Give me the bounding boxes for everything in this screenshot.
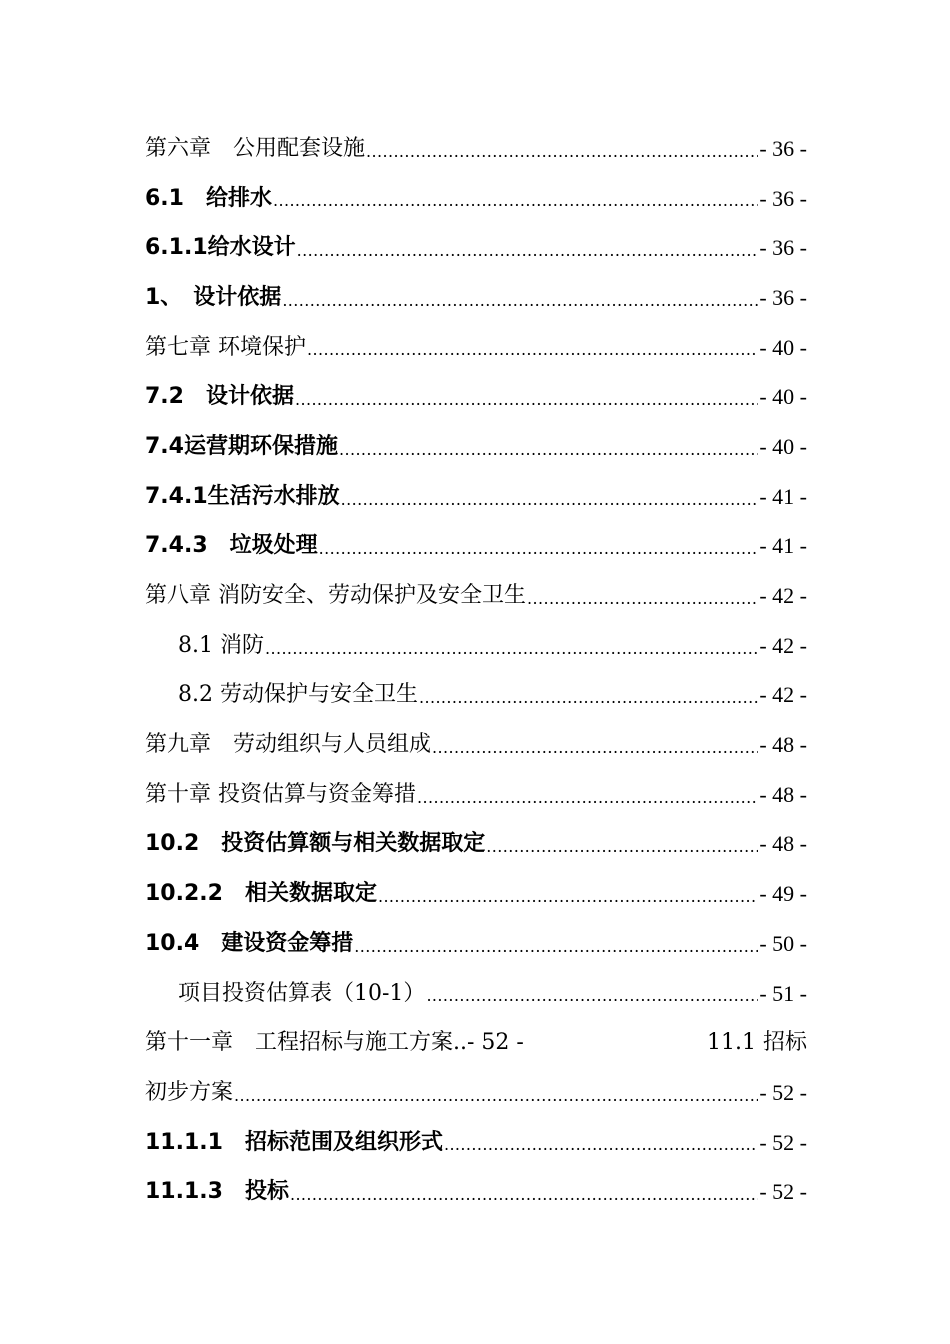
toc-entry-label: 10.4 建设资金筹措 [145, 930, 354, 956]
toc-entry-label: 11.1.1 招标范围及组织形式 [145, 1129, 443, 1155]
toc-entry[interactable] [145, 671, 807, 721]
toc-entry-label: 第十章 投资估算与资金筹措 [145, 781, 416, 807]
dot-leader [432, 740, 758, 770]
toc-entry[interactable] [145, 919, 807, 969]
toc-entry-page: - 48 - [759, 781, 807, 807]
toc-entry[interactable] [145, 1118, 807, 1168]
toc-entry[interactable] [145, 223, 807, 273]
dot-leader [444, 1137, 758, 1167]
toc-entry-page: - 52 - [759, 1079, 807, 1105]
dot-leader [426, 988, 758, 1018]
dot-leader [273, 193, 758, 223]
toc-entry-label: 初步方案 [145, 1079, 234, 1105]
dot-leader [319, 541, 759, 571]
toc-entry[interactable] [145, 522, 807, 572]
dot-leader [378, 889, 758, 919]
toc-entry-page: - 42 - [759, 583, 807, 609]
toc-entry-label: 第十一章 工程招标与施工方案..- 52 - [145, 1030, 524, 1056]
dot-leader [234, 1088, 758, 1118]
toc-entry[interactable] [145, 869, 807, 919]
toc-entry[interactable] [145, 1068, 807, 1118]
toc-entry-label: 第九章 劳动组织与人员组成 [145, 732, 432, 758]
toc-entry-label: 11.1.3 投标 [145, 1179, 289, 1205]
dot-leader [341, 492, 759, 522]
dot-leader [290, 1187, 758, 1217]
toc-entry[interactable] [145, 770, 807, 820]
toc-entry[interactable] [145, 720, 807, 770]
dot-leader [307, 342, 758, 372]
toc-entry-page: - 40 - [759, 384, 807, 410]
dot-leader [419, 690, 758, 720]
dot-leader [265, 641, 758, 671]
toc-entry-page: - 41 - [759, 533, 807, 559]
table-of-contents [145, 124, 807, 1217]
dot-leader [486, 839, 758, 869]
toc-entry[interactable] [145, 969, 807, 1019]
toc-entry-page: - 36 - [759, 185, 807, 211]
toc-entry-label: 8.1 消防 [178, 632, 264, 658]
toc-entry-label: 1、 设计依据 [145, 284, 282, 310]
toc-entry-continuation: 11.1 招标 [707, 1030, 807, 1056]
toc-entry-page: - 36 - [759, 284, 807, 310]
toc-entry[interactable] [145, 372, 807, 422]
dot-leader [295, 392, 758, 422]
toc-entry-label: 7.4运营期环保措施 [145, 433, 338, 459]
toc-entry[interactable] [145, 124, 807, 174]
toc-entry-page: - 50 - [759, 930, 807, 956]
toc-entry-page: - 49 - [759, 881, 807, 907]
toc-entry[interactable] [145, 571, 807, 621]
toc-entry-label: 6.1 给排水 [145, 185, 272, 211]
toc-entry-label: 8.2 劳动保护与安全卫生 [178, 682, 418, 708]
toc-entry[interactable] [145, 174, 807, 224]
toc-entry-page: - 48 - [759, 732, 807, 758]
toc-entry-label: 项目投资估算表（10-1） [178, 980, 426, 1006]
toc-entry-page: - 48 - [759, 831, 807, 857]
toc-entry-page: - 52 - [759, 1179, 807, 1205]
toc-entry-page: - 42 - [759, 682, 807, 708]
toc-entry[interactable] [145, 1167, 807, 1217]
toc-entry[interactable] [145, 621, 807, 671]
dot-leader [354, 939, 758, 969]
toc-entry-label: 10.2.2 相关数据取定 [145, 881, 377, 907]
toc-entry[interactable] [145, 820, 807, 870]
toc-entry[interactable] [145, 273, 807, 323]
toc-entry-label: 6.1.1给水设计 [145, 235, 296, 261]
dot-leader [366, 144, 758, 174]
toc-entry-page: - 52 - [759, 1129, 807, 1155]
toc-entry-page: - 40 - [759, 334, 807, 360]
toc-entry-label: 7.4.3 垃圾处理 [145, 533, 318, 559]
toc-entry[interactable] [145, 472, 807, 522]
toc-entry[interactable] [145, 422, 807, 472]
dot-leader [527, 591, 758, 621]
toc-entry-page: - 51 - [759, 980, 807, 1006]
toc-entry-page: - 36 - [759, 235, 807, 261]
toc-entry-label: 10.2 投资估算额与相关数据取定 [145, 831, 486, 857]
dot-leader [297, 243, 759, 273]
toc-entry-wrapped[interactable] [145, 1018, 807, 1068]
toc-entry-label: 第七章 环境保护 [145, 334, 306, 360]
dot-leader [339, 442, 758, 472]
dot-leader [282, 293, 758, 323]
toc-entry-label: 7.2 设计依据 [145, 384, 294, 410]
toc-entry-page: - 40 - [759, 433, 807, 459]
toc-entry-label: 第八章 消防安全、劳动保护及安全卫生 [145, 583, 526, 609]
toc-entry-page: - 42 - [759, 632, 807, 658]
toc-entry-label: 第六章 公用配套设施 [145, 135, 366, 161]
toc-entry-page: - 41 - [759, 483, 807, 509]
toc-entry-page: - 36 - [759, 135, 807, 161]
dot-leader [417, 790, 758, 820]
toc-entry[interactable] [145, 323, 807, 373]
toc-entry-label: 7.4.1生活污水排放 [145, 483, 340, 509]
